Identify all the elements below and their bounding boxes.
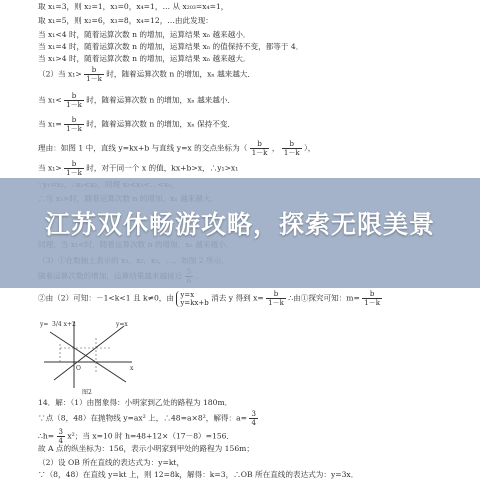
text-segment: 理由：如图 1 中，直线 y=kx+b 与直线 y=x 的交点坐标为（ <box>38 143 248 153</box>
figure-label: 3/4 x+2 <box>52 321 76 328</box>
fraction <box>266 290 286 307</box>
text-line-fraction <box>38 92 235 109</box>
text-segment: 时，随着运算次数 n 的增加，xₙ 保持不变． <box>86 119 236 129</box>
fraction <box>249 410 257 427</box>
text-segment: ∵点（8，48）在抛物线 y=ax² 上，∴48=a×8²，解得：a= <box>38 413 248 423</box>
text-segment: 时，随着运算次数 n 的增加，xₙ 越来越大． <box>106 69 256 79</box>
figure-label: y=x <box>116 321 128 328</box>
text-line-system <box>38 290 382 307</box>
text-line: 取 x₁=3，则 x₂=1，x₃=0，x₄=1，… 从 x₂₀₃=x₄=1， <box>38 2 229 11</box>
fraction-numerator: 3 <box>58 428 63 436</box>
text-segment: ）， <box>303 143 316 153</box>
fraction-denominator: 1－k <box>66 169 82 177</box>
text-line-fraction <box>38 116 235 133</box>
fraction-numerator: b <box>64 92 84 101</box>
equation-system <box>176 291 208 307</box>
fraction-numerator: b <box>266 290 286 299</box>
text-line: 当 x₁=4 时，随着运算次数 n 的增加，运算结果 xₙ 的值保持不变，都等于 4． <box>38 42 304 51</box>
page-title: 江苏双休畅游攻略，探索无限美景 <box>44 210 435 239</box>
fraction <box>64 92 84 109</box>
fraction <box>84 66 104 83</box>
figure-label: x <box>130 365 134 372</box>
text-segment: x²；当 x=10 时 h=48+12×（17－8）=156． <box>67 431 235 441</box>
fraction-numerator: b <box>84 66 104 75</box>
text-segment: 时，对于同一个 x 的值，kx+b>x，∴y₁>x₁ <box>86 163 239 173</box>
fraction-denominator: 1－k <box>364 299 380 307</box>
equation: y=kx+b <box>180 298 209 307</box>
text-line: （2）设 OB 所在直线的表达式为：y=kt， <box>38 458 185 467</box>
text-line: 当 x₁<4 时，随着运算次数 n 的增加，运算结果 xₙ 越来越小． <box>38 30 251 39</box>
fraction-numerator: 3 <box>251 410 256 418</box>
fraction <box>282 140 302 157</box>
text-segment: ∴h= <box>38 431 55 441</box>
fraction-denominator: 1－k <box>283 149 300 157</box>
fraction <box>64 160 84 177</box>
fraction <box>250 140 270 157</box>
text-line: 当 x₁>4 时，随着运算次数 n 的增加，运算结果 xₙ 越来越大． <box>38 54 251 63</box>
coordinate-figure <box>40 318 140 396</box>
text-segment: ②由（2）可知：－1<k<1 且 k≠0，由 <box>38 293 174 303</box>
fraction-denominator: 4 <box>251 419 256 427</box>
fraction-numerator: b <box>362 290 382 299</box>
text-segment: 消去 y 得到 x= <box>211 293 264 303</box>
text-segment: 当 x₁< <box>38 95 62 105</box>
fraction-numerator: b <box>282 140 302 149</box>
text-segment: ∴由①探究可知：m= <box>288 293 360 303</box>
text-segment: 当 x₁= <box>38 119 62 129</box>
figure-label: O <box>76 365 81 372</box>
text-line-fraction <box>38 428 234 445</box>
figure-caption: 图2 <box>82 389 92 396</box>
equation: y=x <box>180 290 195 299</box>
text-line: 故 A 点的纵坐标为：156，表示小明家到甲处的路程为 156m； <box>38 444 254 453</box>
fraction <box>57 428 65 445</box>
text-line-fraction <box>38 160 238 177</box>
figure-label: y= <box>40 321 49 328</box>
text-line: 取 x₁=5，则 x₂=6，x₃=8，x₄=12，…由此发现： <box>38 16 213 25</box>
fraction-numerator: b <box>64 116 84 125</box>
text-segment: 当 x₁> <box>38 163 62 173</box>
fraction-denominator: 4 <box>58 437 63 445</box>
fraction-numerator: b <box>250 140 270 149</box>
text-segment: ， <box>271 143 280 153</box>
fraction-denominator: 1－k <box>86 75 102 83</box>
text-line-fraction <box>38 410 258 427</box>
text-line: 14．解：（1）由图象得：小明家到乙处的路程为 180m． <box>38 398 233 407</box>
fraction <box>64 116 84 133</box>
fraction-denominator: 1－k <box>268 299 284 307</box>
text-line-fraction <box>38 140 315 157</box>
text-line: ∵（8，48）在直线 y=kt 上，则 12=8k，解得：k=3，∴OB 所在直线的表达式为：y=3x． <box>38 470 359 479</box>
text-segment: 时，随着运算次数 n 的增加，xₙ 越来越小． <box>86 95 236 105</box>
fraction-numerator: b <box>64 160 84 169</box>
fraction-denominator: 1－k <box>66 101 82 109</box>
fraction-denominator: 1－k <box>66 125 82 133</box>
text-line-fraction <box>38 66 255 83</box>
fraction-denominator: 1－k <box>251 149 268 157</box>
fraction <box>362 290 382 307</box>
line-y-equals-x <box>54 326 124 380</box>
text-segment: （2）当 x₁> <box>38 69 82 79</box>
